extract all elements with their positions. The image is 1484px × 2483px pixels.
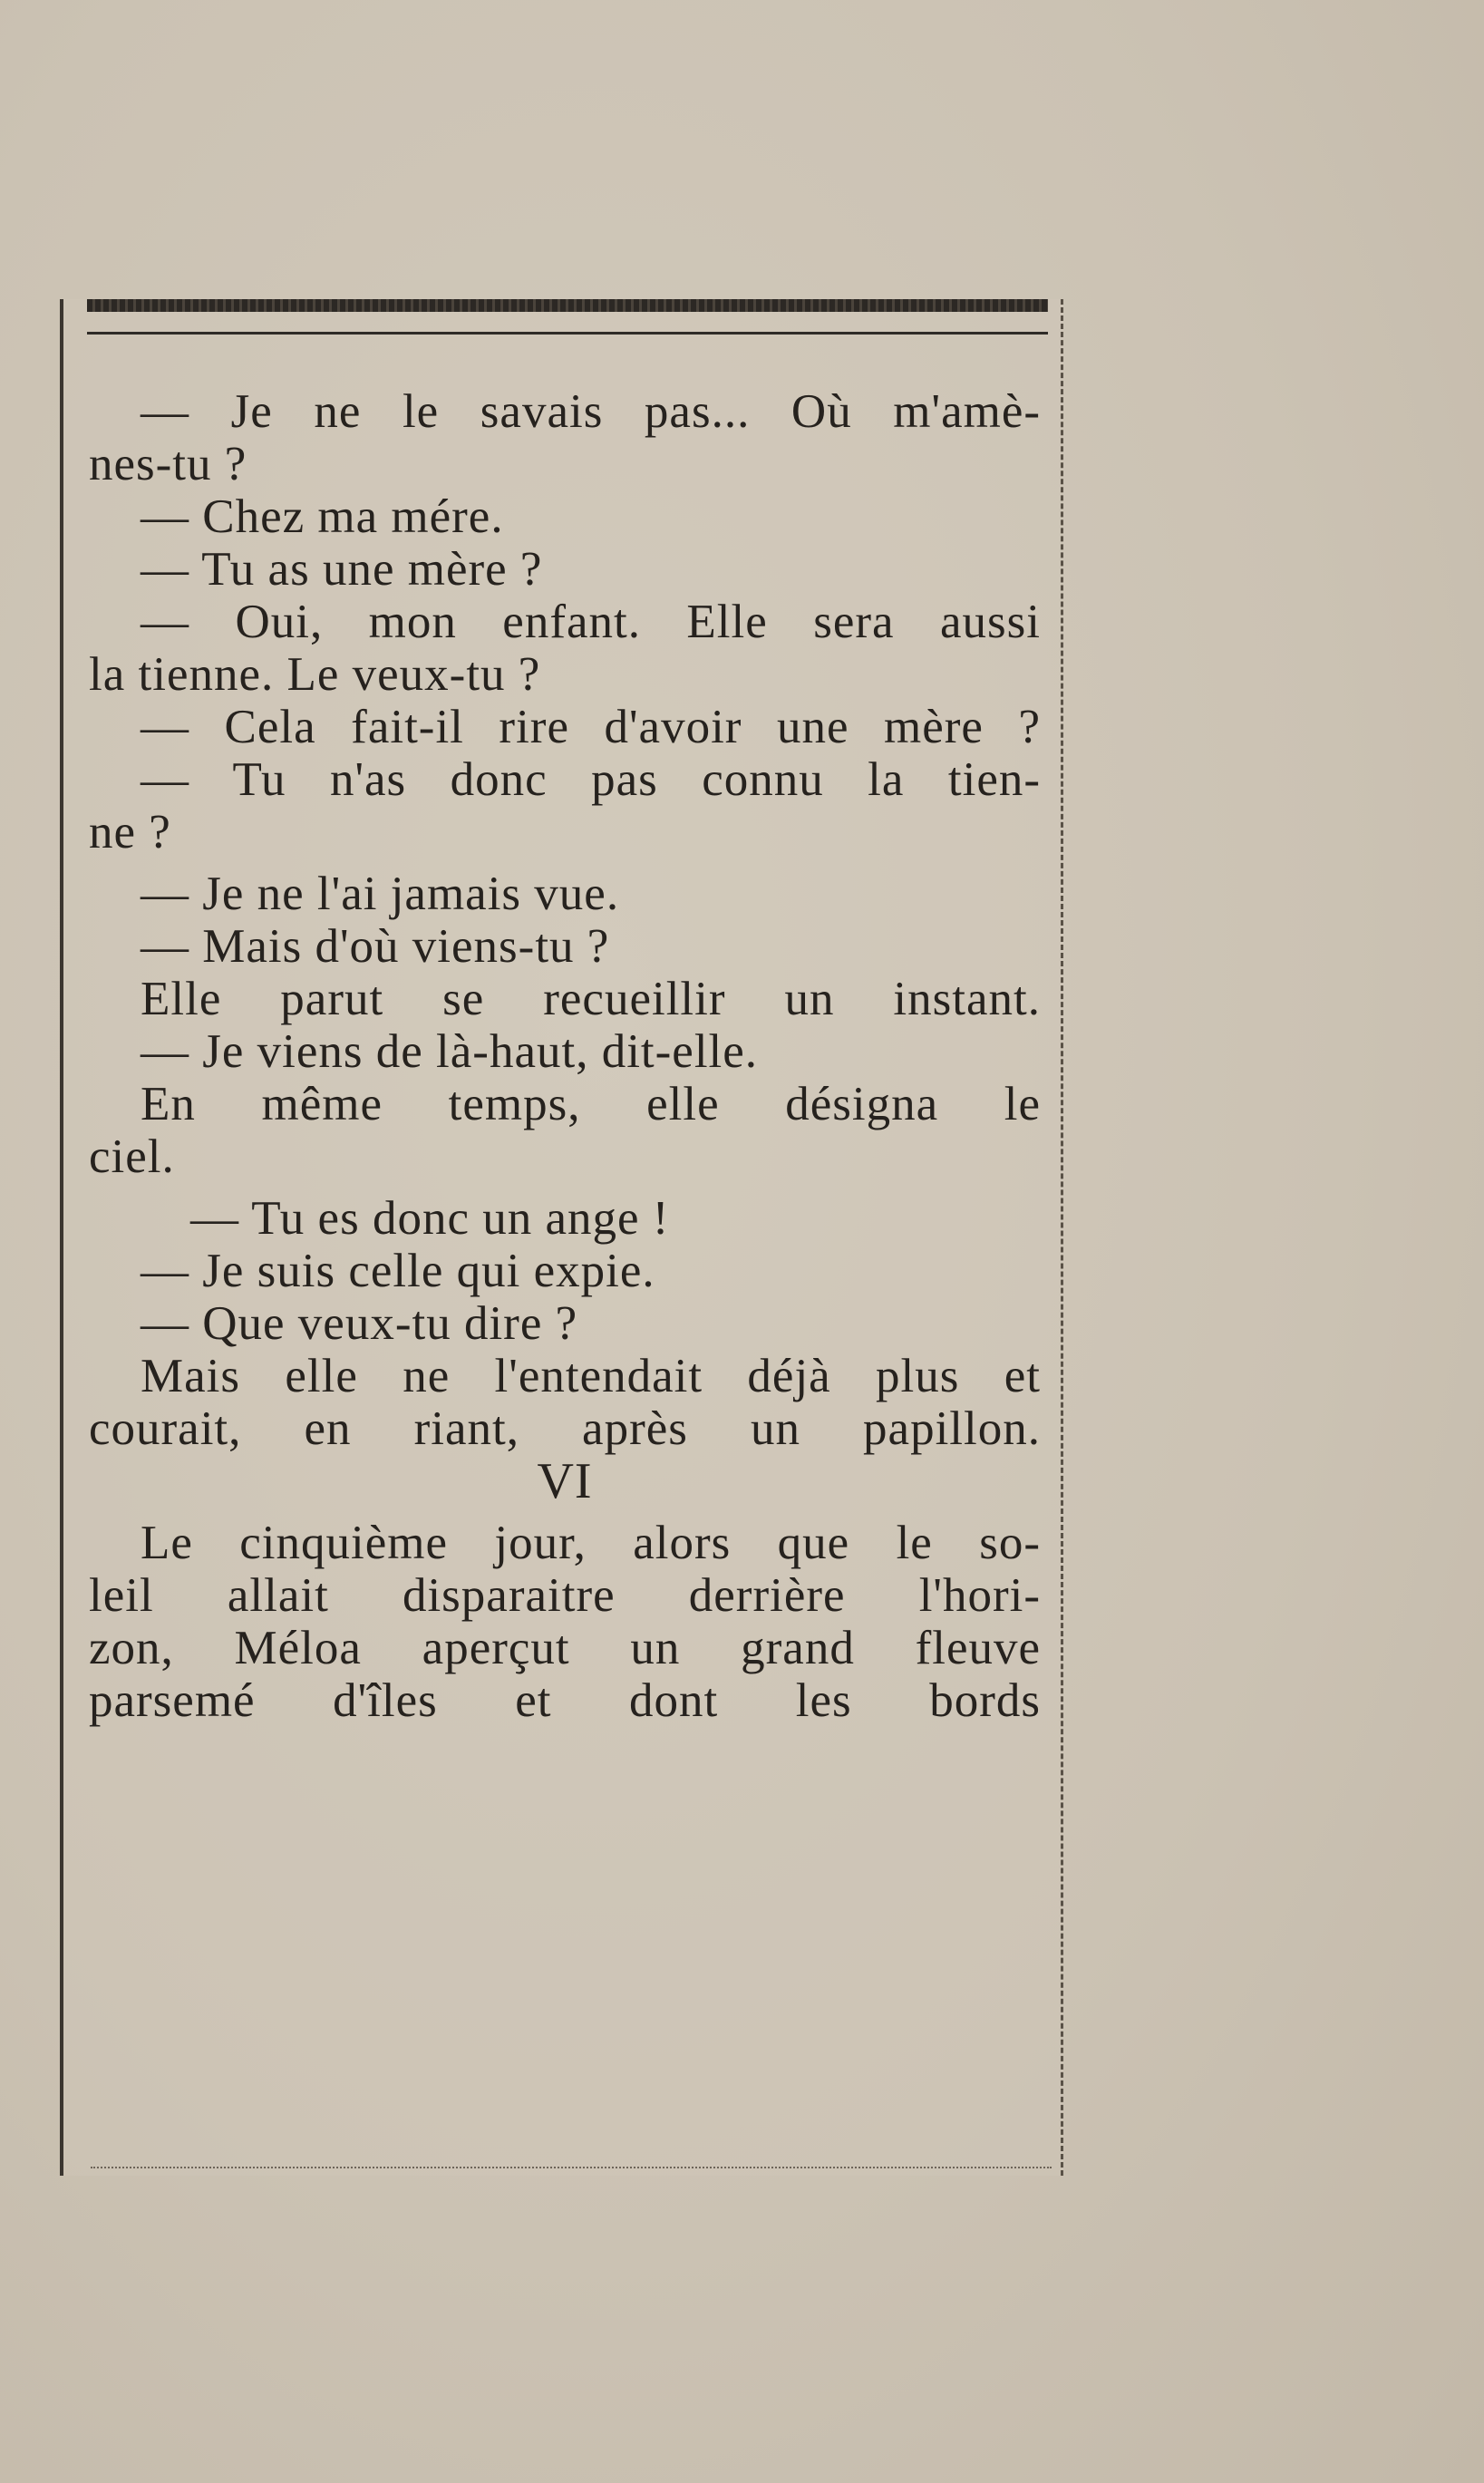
text-line: — Oui, mon enfant. Elle sera aussi — [141, 596, 1041, 648]
text-line: Mais elle ne l'entendait déjà plus et — [141, 1350, 1041, 1402]
text-line: ne ? — [89, 806, 171, 858]
text-line: — Je suis celle qui expie. — [141, 1245, 655, 1297]
text-line: ciel. — [89, 1130, 175, 1183]
text-line: — Que veux-tu dire ? — [141, 1297, 578, 1350]
text-line: — Cela fait-il rire d'avoir une mère ? — [141, 701, 1041, 753]
chapter-heading: VI — [537, 1453, 593, 1509]
text-line: — Je ne l'ai jamais vue. — [141, 868, 620, 920]
text-line: — Je viens de là-haut, dit-elle. — [141, 1025, 759, 1078]
text-line: zon, Méloa aperçut un grand fleuve — [89, 1622, 1041, 1674]
text-line: — Tu as une mère ? — [141, 543, 543, 596]
text-line: En même temps, elle désigna le — [141, 1078, 1041, 1130]
text-line: — Tu es donc un ange ! — [190, 1192, 670, 1245]
text-line: Le cinquième jour, alors que le so- — [141, 1517, 1041, 1569]
text-line: leil allait disparaitre derrière l'hori- — [89, 1569, 1041, 1622]
top-thick-rule — [87, 299, 1048, 312]
text-line: — Chez ma mére. — [141, 490, 504, 543]
bottom-cut-edge — [91, 2167, 1052, 2170]
text-line: — Je ne le savais pas... Où m'amè- — [141, 385, 1041, 438]
text-line: — Mais d'où viens-tu ? — [141, 920, 610, 973]
text-column — [89, 385, 1041, 1727]
text-line: — Tu n'as donc pas connu la tien- — [141, 753, 1041, 806]
newspaper-clipping — [60, 299, 1063, 2176]
text-line: courait, en riant, après un papillon. — [89, 1402, 1041, 1455]
top-thin-rule — [87, 332, 1048, 335]
text-line: nes-tu ? — [89, 438, 247, 490]
text-line: la tienne. Le veux-tu ? — [89, 648, 541, 701]
text-line: parsemé d'îles et dont les bords — [89, 1674, 1041, 1727]
text-line: Elle parut se recueillir un instant. — [141, 973, 1041, 1025]
